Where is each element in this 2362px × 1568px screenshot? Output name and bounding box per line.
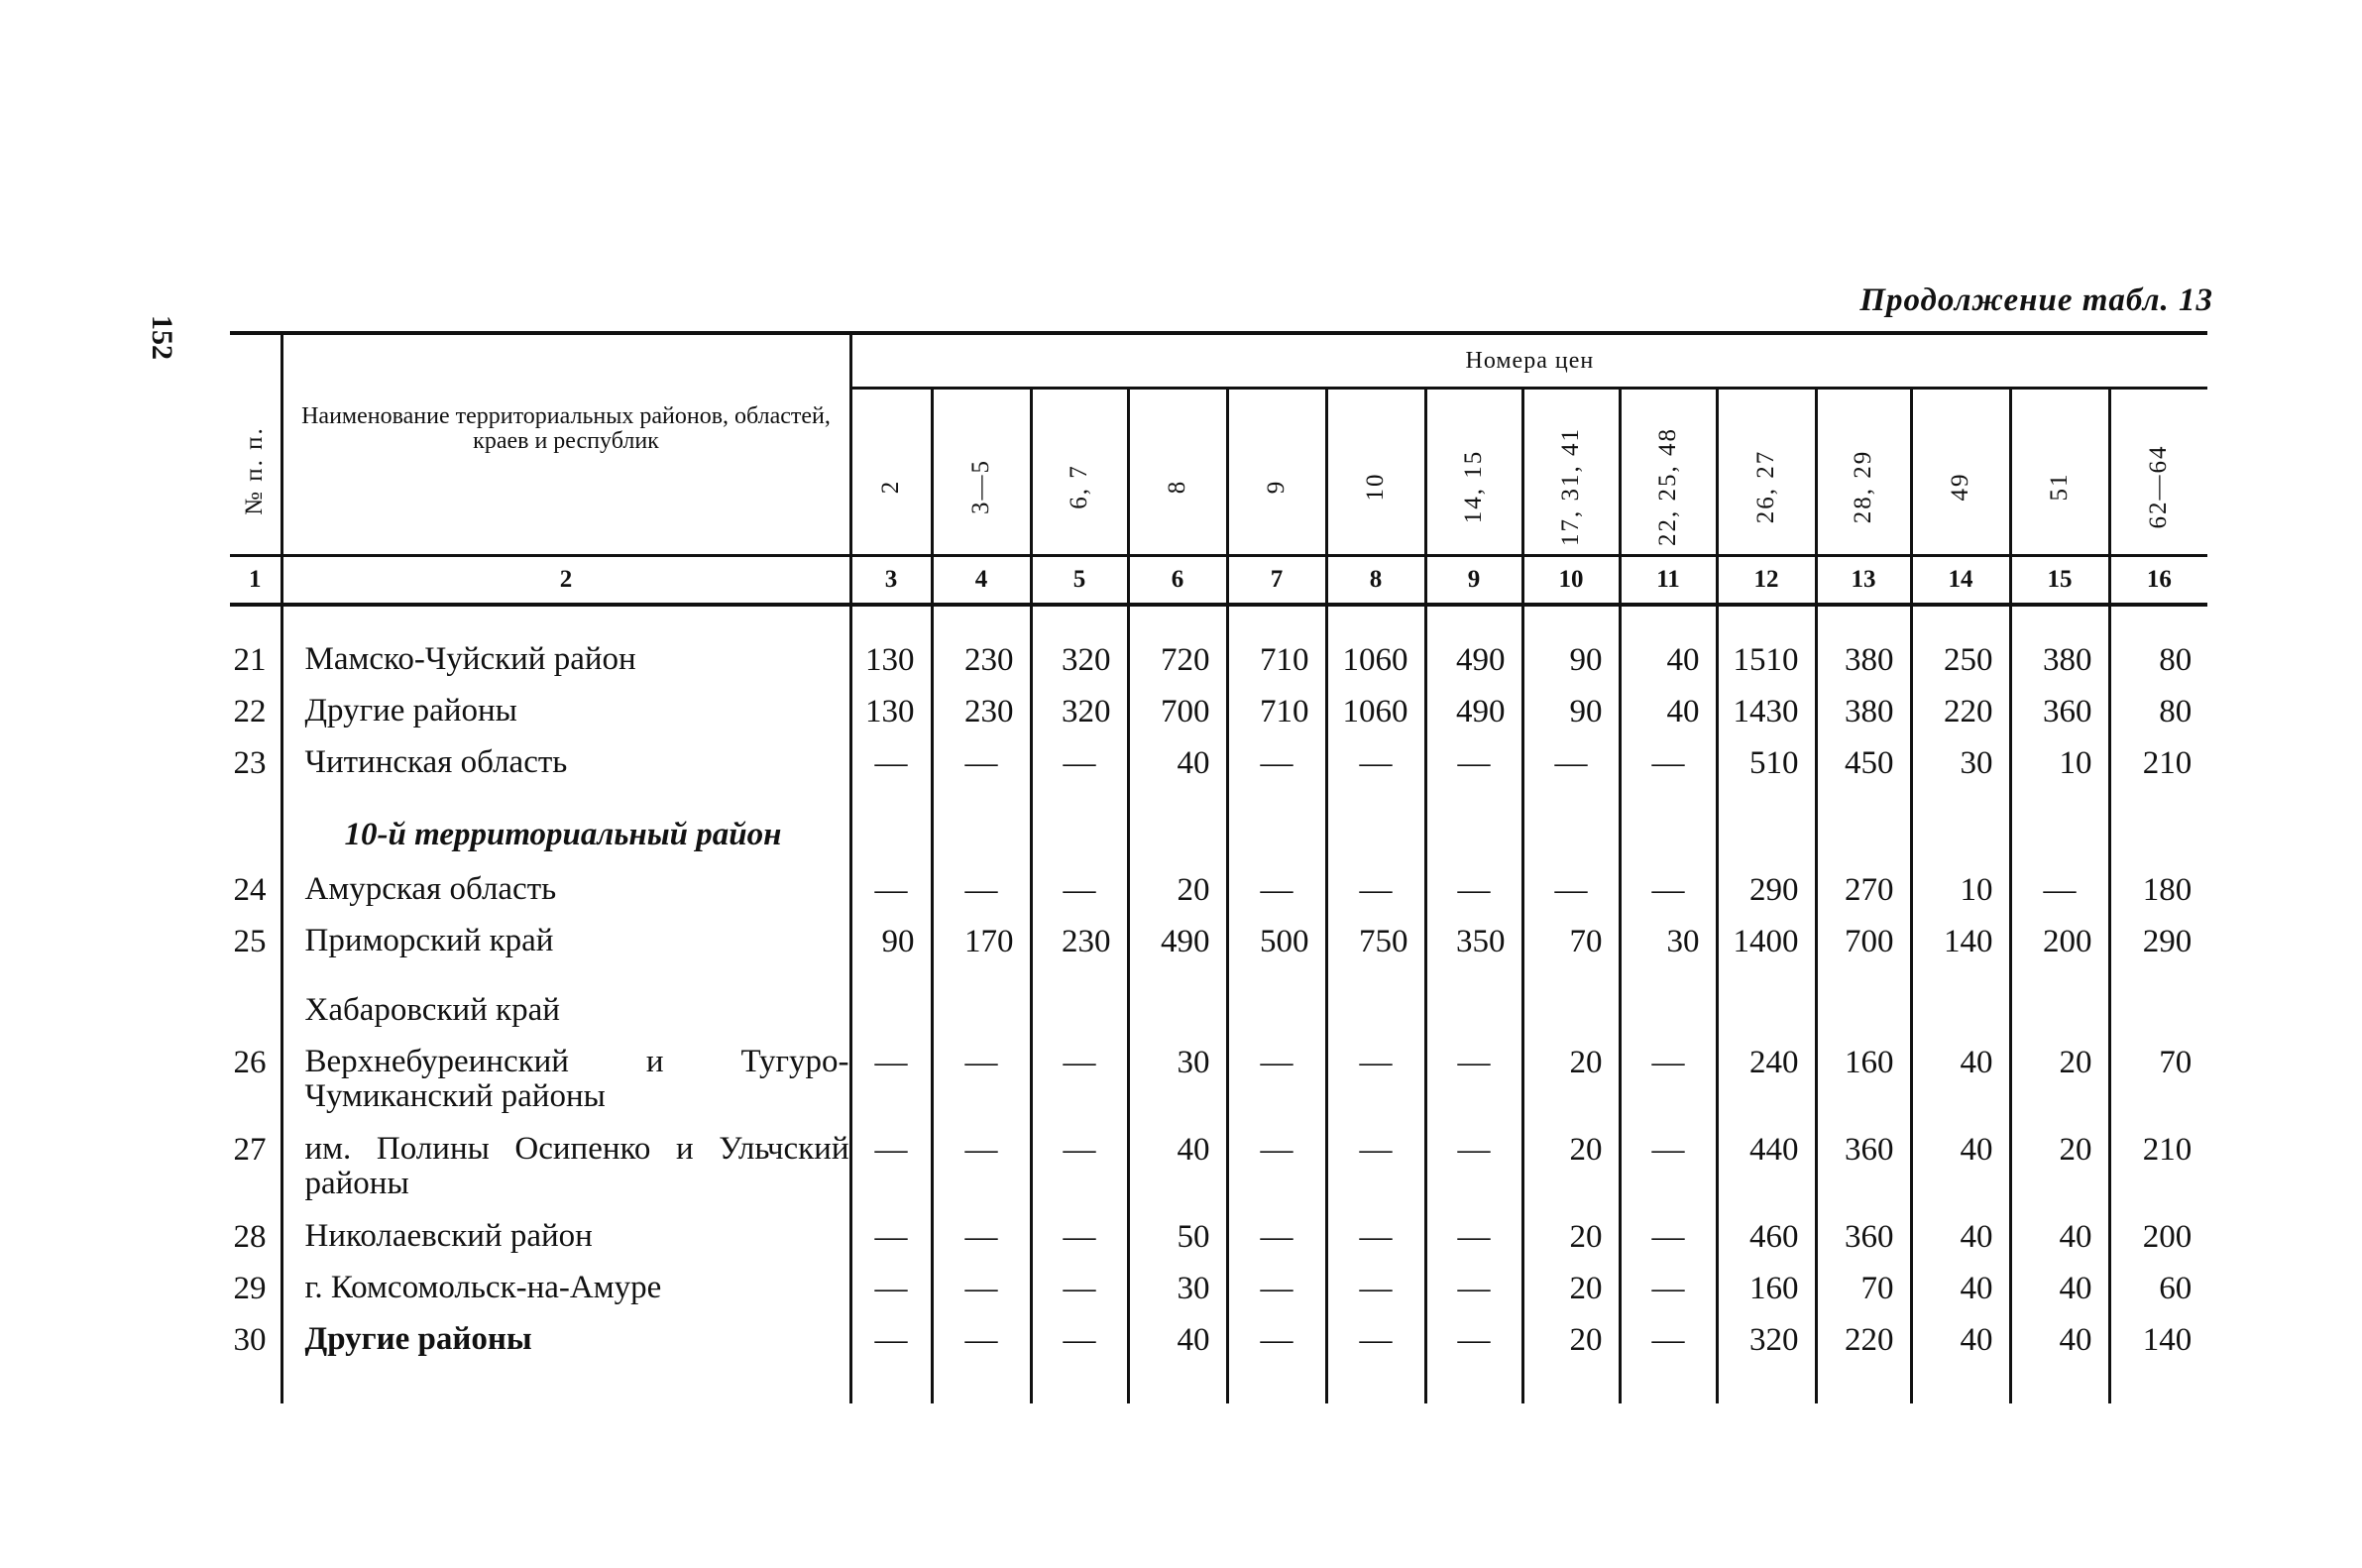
price-cell: — — [1326, 1219, 1425, 1271]
price-cell: — — [1522, 745, 1620, 797]
empty-cell — [1911, 975, 2010, 1045]
price-cell: — — [1620, 1271, 1717, 1322]
page-number: 152 — [146, 315, 178, 360]
price-column-header: 9 — [1227, 389, 1326, 556]
price-cell: — — [1227, 1045, 1326, 1132]
table-header — [230, 333, 2207, 605]
row-number-header: № п. п. — [241, 426, 269, 515]
empty-cell — [932, 797, 1031, 872]
price-cell: — — [1326, 1045, 1425, 1132]
price-cell: 50 — [1128, 1219, 1227, 1271]
price-table-sheet — [230, 331, 2207, 1403]
price-column-header: 10 — [1326, 389, 1425, 556]
row-number: 26 — [233, 1045, 267, 1080]
price-cell: 40 — [1911, 1271, 2010, 1322]
section-row — [230, 797, 2207, 872]
price-cell: — — [932, 1271, 1031, 1322]
price-cell: 320 — [1717, 1322, 1816, 1374]
table-row — [230, 745, 2207, 797]
price-cell: — — [932, 872, 1031, 924]
price-cell: 710 — [1227, 694, 1326, 745]
price-cell: 30 — [1911, 745, 2010, 797]
empty-cell — [1031, 975, 1128, 1045]
price-cell: 250 — [1911, 642, 2010, 694]
row-number: 21 — [233, 642, 267, 678]
price-cell: — — [1227, 745, 1326, 797]
price-cell: 1430 — [1717, 694, 1816, 745]
price-cell: — — [1425, 745, 1522, 797]
price-cell: 40 — [2010, 1219, 2109, 1271]
price-cell: — — [1031, 745, 1128, 797]
price-cell: — — [850, 745, 932, 797]
table-row — [230, 1132, 2207, 1219]
price-cell: 60 — [2109, 1271, 2207, 1322]
price-cell: — — [850, 1045, 932, 1132]
table-caption: Продолжение табл. 13 — [1859, 282, 2213, 318]
price-cell: 70 — [1816, 1271, 1911, 1322]
region-name: Амурская область — [281, 872, 850, 924]
price-cell: 20 — [1522, 1271, 1620, 1322]
price-cell: 180 — [2109, 872, 2207, 924]
empty-cell — [1522, 975, 1620, 1045]
table-row — [230, 1271, 2207, 1322]
price-cell: 750 — [1326, 924, 1425, 975]
price-cell: 90 — [1522, 642, 1620, 694]
region-name-header: Наименование территориальных районов, областей, краев и республик — [281, 333, 850, 556]
price-cell: — — [850, 1132, 932, 1219]
table-row — [230, 642, 2207, 694]
price-cell: 40 — [1911, 1219, 2010, 1271]
column-index: 7 — [1227, 556, 1326, 606]
column-index: 4 — [932, 556, 1031, 606]
empty-cell — [1425, 797, 1522, 872]
price-cell: — — [1620, 1219, 1717, 1271]
price-cell: 290 — [1717, 872, 1816, 924]
price-cell: — — [1326, 872, 1425, 924]
price-column-header: 26, 27 — [1717, 389, 1816, 556]
region-name: им. Полины Осипенко и Ульчский районы — [281, 1132, 850, 1219]
price-cell: — — [932, 1322, 1031, 1374]
price-cell: — — [1326, 745, 1425, 797]
price-cell: 30 — [1620, 924, 1717, 975]
price-cell: — — [932, 1219, 1031, 1271]
empty-cell — [1227, 797, 1326, 872]
price-cell: 70 — [1522, 924, 1620, 975]
empty-cell — [1326, 975, 1425, 1045]
region-name: 10-й территориальный район — [281, 797, 850, 872]
price-cell: 230 — [932, 642, 1031, 694]
column-index: 3 — [850, 556, 932, 606]
price-cell: — — [2010, 872, 2109, 924]
column-index: 12 — [1717, 556, 1816, 606]
column-index: 10 — [1522, 556, 1620, 606]
price-numbers-title: Номера цен — [850, 333, 2207, 389]
price-cell: 40 — [1128, 745, 1227, 797]
price-cell: 380 — [1816, 694, 1911, 745]
row-number: 25 — [233, 924, 267, 959]
price-cell: 70 — [2109, 1045, 2207, 1132]
price-cell: — — [932, 1132, 1031, 1219]
price-cell: 90 — [1522, 694, 1620, 745]
price-cell: — — [1620, 745, 1717, 797]
column-index: 6 — [1128, 556, 1227, 606]
price-cell: 510 — [1717, 745, 1816, 797]
row-number: 28 — [233, 1219, 267, 1255]
price-cell: 10 — [1911, 872, 2010, 924]
empty-cell — [1911, 797, 2010, 872]
price-cell: 220 — [1911, 694, 2010, 745]
price-cell: — — [1326, 1132, 1425, 1219]
price-table — [230, 331, 2207, 1403]
price-cell: — — [1425, 1045, 1522, 1132]
price-column-header: 62—64 — [2109, 389, 2207, 556]
table-row — [230, 924, 2207, 975]
price-cell: — — [932, 1045, 1031, 1132]
price-cell: 20 — [1128, 872, 1227, 924]
price-cell: 40 — [1620, 642, 1717, 694]
price-cell: 40 — [1911, 1045, 2010, 1132]
price-cell: 40 — [1620, 694, 1717, 745]
empty-cell — [850, 797, 932, 872]
price-cell: — — [850, 1219, 932, 1271]
price-cell: 30 — [1128, 1271, 1227, 1322]
price-cell: 230 — [1031, 924, 1128, 975]
price-cell: — — [1620, 1322, 1717, 1374]
price-cell: 160 — [1717, 1271, 1816, 1322]
region-name: Читинская область — [281, 745, 850, 797]
empty-cell — [2109, 975, 2207, 1045]
price-cell: — — [1227, 1219, 1326, 1271]
price-cell: 320 — [1031, 642, 1128, 694]
price-column-header: 14, 15 — [1425, 389, 1522, 556]
price-cell: 80 — [2109, 694, 2207, 745]
price-cell: — — [1227, 1322, 1326, 1374]
price-cell: 200 — [2010, 924, 2109, 975]
empty-cell — [932, 975, 1031, 1045]
price-cell: 130 — [850, 694, 932, 745]
price-cell: 230 — [932, 694, 1031, 745]
price-column-header: 22, 25, 48 — [1620, 389, 1717, 556]
empty-cell — [2109, 797, 2207, 872]
price-cell: 360 — [1816, 1132, 1911, 1219]
column-index: 15 — [2010, 556, 2109, 606]
empty-cell — [2010, 975, 2109, 1045]
empty-cell — [1425, 975, 1522, 1045]
column-index: 16 — [2109, 556, 2207, 606]
row-number — [230, 975, 281, 1045]
price-cell: — — [1620, 872, 1717, 924]
row-number — [230, 797, 281, 872]
row-number: 24 — [233, 872, 267, 908]
price-cell: 320 — [1031, 694, 1128, 745]
column-index: 13 — [1816, 556, 1911, 606]
price-cell: — — [1620, 1132, 1717, 1219]
price-cell: 130 — [850, 642, 932, 694]
price-cell: — — [1425, 1219, 1522, 1271]
row-number: 23 — [233, 745, 267, 781]
price-cell: 460 — [1717, 1219, 1816, 1271]
table-row — [230, 1045, 2207, 1132]
price-cell: 20 — [1522, 1045, 1620, 1132]
price-cell: — — [1031, 1045, 1128, 1132]
table-row — [230, 872, 2207, 924]
price-cell: — — [1522, 872, 1620, 924]
table-row — [230, 1219, 2207, 1271]
empty-cell — [1620, 797, 1717, 872]
price-cell: 80 — [2109, 642, 2207, 694]
price-cell: 40 — [1911, 1322, 2010, 1374]
column-index: 1 — [230, 556, 281, 606]
price-cell: 1060 — [1326, 694, 1425, 745]
price-cell: 20 — [1522, 1219, 1620, 1271]
table-row — [230, 1322, 2207, 1374]
price-cell: 140 — [1911, 924, 2010, 975]
price-column-header: 51 — [2010, 389, 2109, 556]
empty-cell — [2010, 797, 2109, 872]
price-cell: — — [1031, 1271, 1128, 1322]
price-cell: 20 — [1522, 1132, 1620, 1219]
region-name: г. Комсомольск-на-Амуре — [281, 1271, 850, 1322]
table-body — [230, 605, 2207, 1403]
price-cell: 90 — [850, 924, 932, 975]
price-cell: — — [1326, 1271, 1425, 1322]
price-cell: 210 — [2109, 1132, 2207, 1219]
price-cell: — — [1425, 1132, 1522, 1219]
column-index: 5 — [1031, 556, 1128, 606]
price-cell: 40 — [2010, 1271, 2109, 1322]
column-index: 9 — [1425, 556, 1522, 606]
price-cell: 380 — [2010, 642, 2109, 694]
empty-cell — [1620, 975, 1717, 1045]
price-cell: 210 — [2109, 745, 2207, 797]
region-name: Мамско-Чуйский район — [281, 642, 850, 694]
price-cell: 40 — [1911, 1132, 2010, 1219]
price-cell: 10 — [2010, 745, 2109, 797]
empty-cell — [1816, 797, 1911, 872]
price-cell: 290 — [2109, 924, 2207, 975]
row-number: 27 — [233, 1132, 267, 1168]
empty-cell — [1128, 975, 1227, 1045]
price-cell: 1060 — [1326, 642, 1425, 694]
price-cell: — — [850, 1271, 932, 1322]
empty-cell — [1326, 797, 1425, 872]
price-cell: 710 — [1227, 642, 1326, 694]
column-index: 14 — [1911, 556, 2010, 606]
price-column-header: 28, 29 — [1816, 389, 1911, 556]
price-cell: 700 — [1816, 924, 1911, 975]
price-cell: 40 — [1128, 1132, 1227, 1219]
price-cell: — — [850, 1322, 932, 1374]
empty-cell — [1227, 975, 1326, 1045]
empty-cell — [1816, 975, 1911, 1045]
price-cell: — — [1326, 1322, 1425, 1374]
price-cell: — — [1031, 1219, 1128, 1271]
empty-cell — [850, 975, 932, 1045]
empty-cell — [1717, 975, 1816, 1045]
price-column-header: 49 — [1911, 389, 2010, 556]
price-cell: — — [1425, 1271, 1522, 1322]
price-column-header: 2 — [850, 389, 932, 556]
row-number: 29 — [233, 1271, 267, 1306]
empty-cell — [1031, 797, 1128, 872]
price-cell: — — [1227, 872, 1326, 924]
price-cell: 20 — [2010, 1132, 2109, 1219]
column-index: 8 — [1326, 556, 1425, 606]
price-cell: — — [1227, 1271, 1326, 1322]
price-cell: 40 — [1128, 1322, 1227, 1374]
row-number: 22 — [233, 694, 267, 729]
price-cell: 30 — [1128, 1045, 1227, 1132]
price-cell: — — [932, 745, 1031, 797]
price-cell: 360 — [1816, 1219, 1911, 1271]
region-name: Верхнебуреинский и Тугуро-Чумиканский районы — [281, 1045, 850, 1132]
price-column-header: 6, 7 — [1031, 389, 1128, 556]
region-name: Николаевский район — [281, 1219, 850, 1271]
price-cell: 1510 — [1717, 642, 1816, 694]
price-cell: — — [850, 872, 932, 924]
price-column-header: 17, 31, 41 — [1522, 389, 1620, 556]
price-cell: — — [1031, 1322, 1128, 1374]
price-cell: 440 — [1717, 1132, 1816, 1219]
column-index: 2 — [281, 556, 850, 606]
price-cell: 360 — [2010, 694, 2109, 745]
price-cell: 20 — [2010, 1045, 2109, 1132]
price-cell: — — [1031, 1132, 1128, 1219]
price-cell: — — [1031, 872, 1128, 924]
table-row — [230, 694, 2207, 745]
section-row — [230, 975, 2207, 1045]
price-cell: — — [1425, 872, 1522, 924]
row-number: 30 — [233, 1322, 267, 1358]
region-name: Другие районы — [281, 694, 850, 745]
price-cell: — — [1425, 1322, 1522, 1374]
price-cell: 270 — [1816, 872, 1911, 924]
price-cell: 500 — [1227, 924, 1326, 975]
price-cell: 140 — [2109, 1322, 2207, 1374]
price-column-header: 3—5 — [932, 389, 1031, 556]
price-cell: 20 — [1522, 1322, 1620, 1374]
price-cell: — — [1227, 1132, 1326, 1219]
region-name: Приморский край — [281, 924, 850, 975]
price-cell: 720 — [1128, 642, 1227, 694]
price-cell: 220 — [1816, 1322, 1911, 1374]
column-index: 11 — [1620, 556, 1717, 606]
price-cell: 490 — [1425, 642, 1522, 694]
price-cell: 40 — [2010, 1322, 2109, 1374]
empty-cell — [1128, 797, 1227, 872]
empty-cell — [1522, 797, 1620, 872]
price-cell: — — [1620, 1045, 1717, 1132]
price-cell: 700 — [1128, 694, 1227, 745]
price-cell: 350 — [1425, 924, 1522, 975]
price-column-header: 8 — [1128, 389, 1227, 556]
price-cell: 170 — [932, 924, 1031, 975]
region-name: Другие районы — [281, 1322, 850, 1374]
empty-cell — [1717, 797, 1816, 872]
price-cell: 380 — [1816, 642, 1911, 694]
price-cell: 1400 — [1717, 924, 1816, 975]
price-cell: 160 — [1816, 1045, 1911, 1132]
price-cell: 450 — [1816, 745, 1911, 797]
price-cell: 240 — [1717, 1045, 1816, 1132]
price-cell: 200 — [2109, 1219, 2207, 1271]
price-cell: 490 — [1128, 924, 1227, 975]
region-name: Хабаровский край — [281, 975, 850, 1045]
price-cell: 490 — [1425, 694, 1522, 745]
